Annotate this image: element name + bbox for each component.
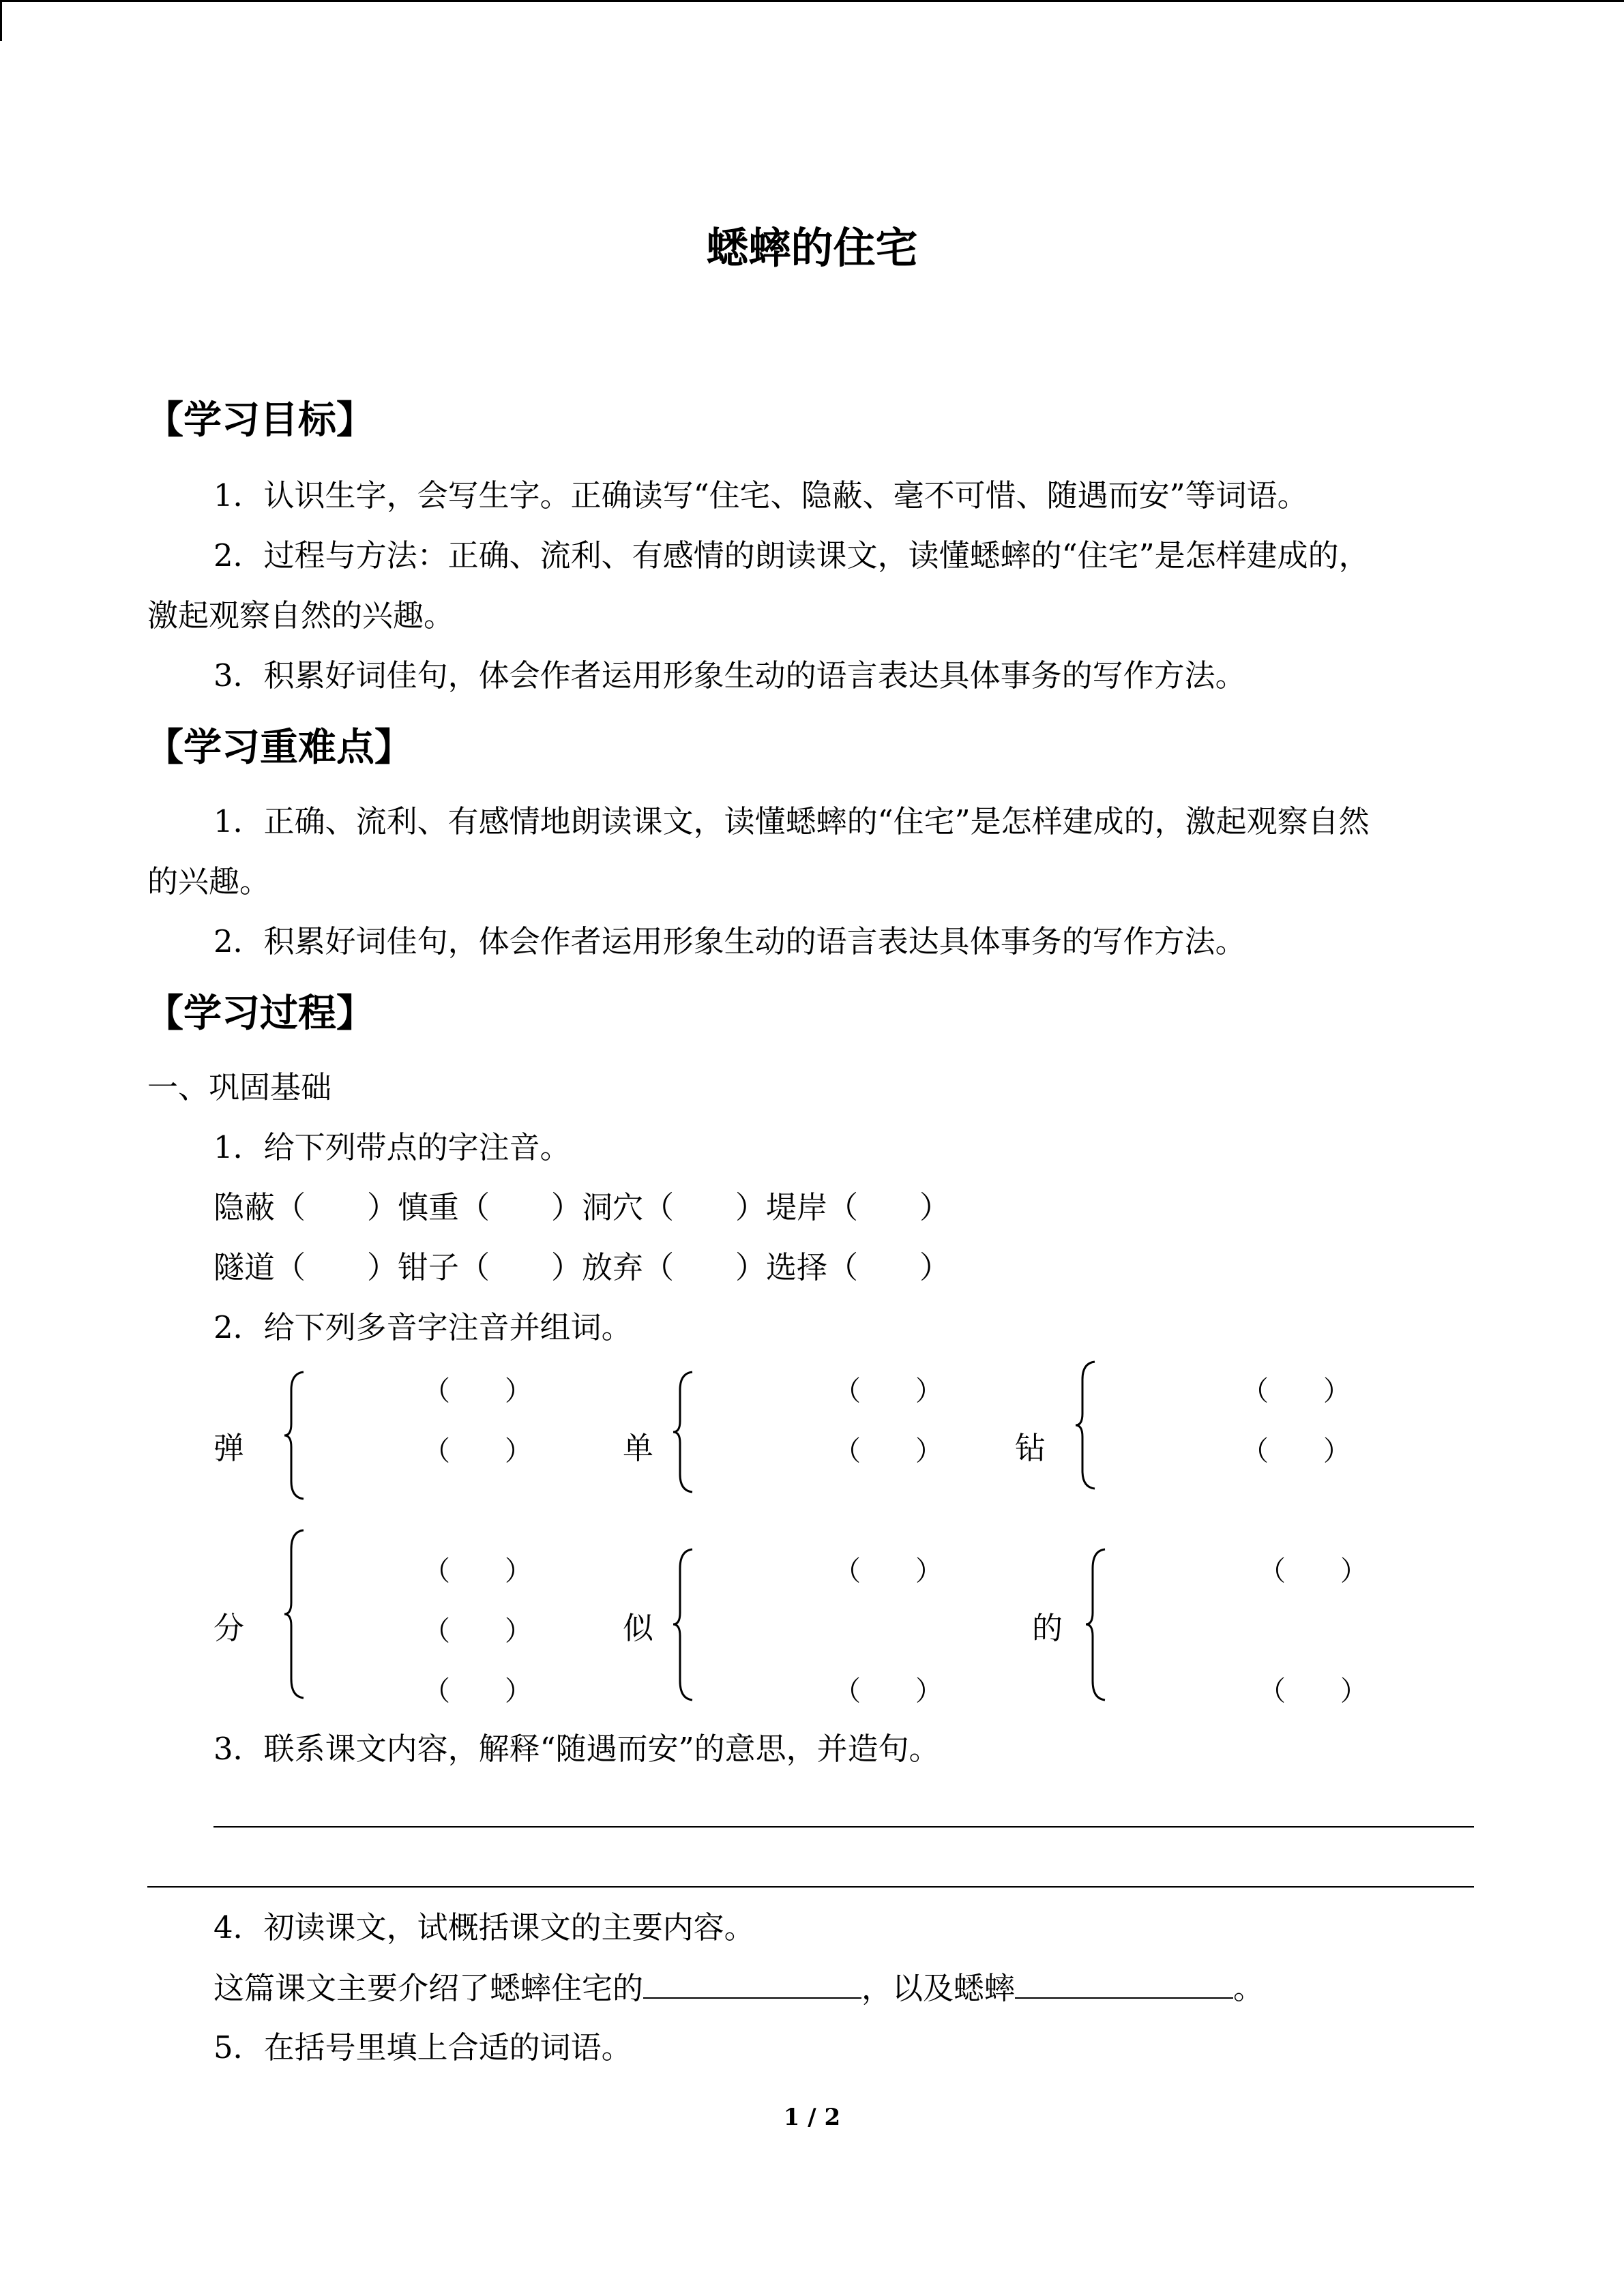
poly-char-shan: 单 (623, 1430, 654, 1466)
section-heading-process: 【学习过程】 (145, 992, 374, 1036)
keypoint-item-1: 1．正确、流利、有感情地朗读课文，读懂蟋蟀的“住宅”是怎样建成的，激起观察自然 (213, 803, 1370, 839)
brace-fen (283, 1529, 310, 1699)
answer-line-1[interactable] (213, 1826, 1474, 1828)
poly-char-de: 的 (1032, 1610, 1063, 1646)
paren-zuan-2: （ ） (1241, 1435, 1350, 1467)
answer-line-2[interactable] (147, 1886, 1474, 1888)
paren-si-2: （ ） (833, 1675, 943, 1707)
q4-blank-2[interactable] (1015, 1967, 1233, 1999)
pinyin-row-2: 隧道（ ）钳子（ ）放弃（ ）选择（ ） (213, 1249, 951, 1285)
paren-fen-3: （ ） (423, 1675, 532, 1707)
q4-text-b: ，以及蟋蟀 (861, 1970, 1016, 2006)
page-left-border (0, 0, 2, 41)
paren-de-2: （ ） (1258, 1675, 1368, 1707)
paren-dan-2: （ ） (423, 1435, 532, 1467)
paren-dan-1: （ ） (423, 1375, 532, 1407)
paren-shan-1: （ ） (833, 1375, 943, 1407)
brace-dan (283, 1371, 310, 1500)
paren-fen-2: （ ） (423, 1615, 532, 1647)
keypoint-item-1-cont: 的兴趣。 (147, 863, 271, 899)
pinyin-row-1: 隐蔽（ ）慎重（ ）洞穴（ ）堤岸（ ） (213, 1189, 951, 1225)
brace-si (672, 1548, 699, 1701)
paren-si-1: （ ） (833, 1555, 943, 1587)
question-5: 5．在括号里填上合适的词语。 (213, 2029, 632, 2066)
page-number: 1 / 2 (783, 2104, 841, 2131)
brace-shan (672, 1371, 699, 1493)
poly-char-dan: 弹 (213, 1430, 245, 1466)
page-title: 蟋蟀的住宅 (706, 223, 918, 273)
q4-text-c: 。 (1233, 1970, 1265, 2006)
brace-de (1084, 1548, 1112, 1701)
goal-item-3: 3．积累好词佳句，体会作者运用形象生动的语言表达具体事务的写作方法。 (213, 657, 1246, 694)
page-top-border (0, 0, 1624, 2)
question-4: 4．初读课文，试概括课文的主要内容。 (213, 1909, 755, 1945)
section-heading-goals: 【学习目标】 (145, 398, 374, 443)
poly-char-si: 似 (623, 1610, 654, 1646)
goal-item-2-cont: 激起观察自然的兴趣。 (147, 597, 455, 633)
brace-zuan (1074, 1360, 1102, 1490)
question-4-fill (213, 1967, 1264, 2009)
q4-blank-1[interactable] (643, 1967, 861, 1999)
question-3: 3．联系课文内容，解释“随遇而安”的意思，并造句。 (213, 1731, 940, 1767)
paren-zuan-1: （ ） (1241, 1375, 1350, 1407)
paren-de-1: （ ） (1258, 1555, 1368, 1587)
paren-shan-2: （ ） (833, 1435, 943, 1467)
paren-fen-1: （ ） (423, 1555, 532, 1587)
goal-item-1: 1．认识生字，会写生字。正确读写“住宅、隐蔽、毫不可惜、随遇而安”等词语。 (213, 477, 1308, 513)
section-heading-keypoints: 【学习重难点】 (145, 726, 413, 770)
part-one-heading: 一、巩固基础 (147, 1069, 332, 1105)
q4-text-a: 这篇课文主要介绍了蟋蟀住宅的 (213, 1970, 644, 2006)
question-1: 1．给下列带点的字注音。 (213, 1129, 571, 1165)
poly-char-fen: 分 (213, 1610, 245, 1646)
keypoint-item-2: 2．积累好词佳句，体会作者运用形象生动的语言表达具体事务的写作方法。 (213, 923, 1246, 959)
question-2: 2．给下列多音字注音并组词。 (213, 1309, 632, 1345)
poly-char-zuan: 钻 (1015, 1430, 1046, 1466)
goal-item-2: 2．过程与方法：正确、流利、有感情的朗读课文，读懂蟋蟀的“住宅”是怎样建成的， (213, 537, 1370, 573)
